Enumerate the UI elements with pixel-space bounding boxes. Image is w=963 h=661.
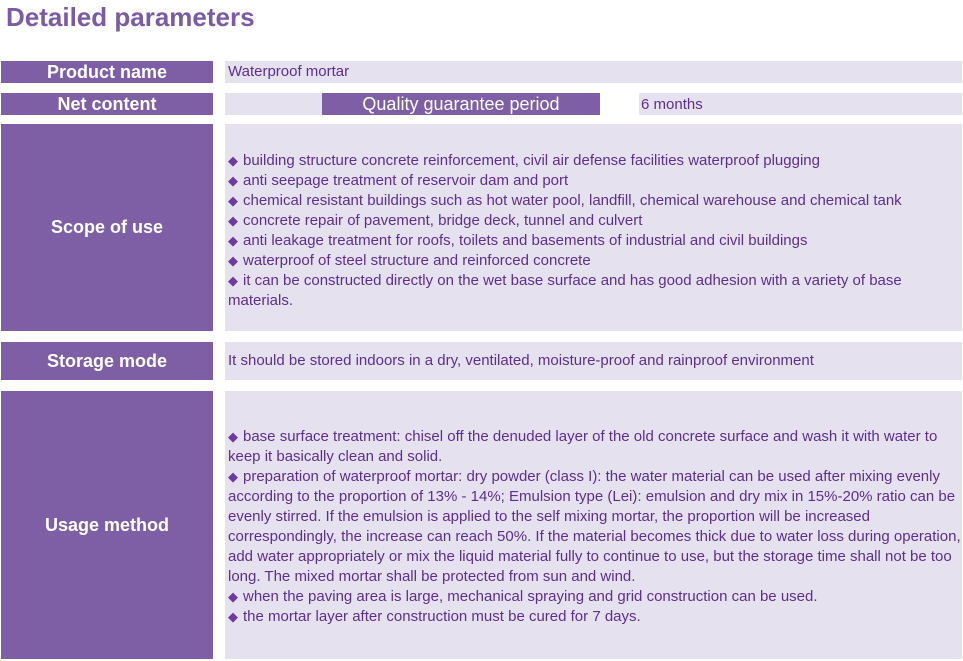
label-scope-of-use: Scope of use	[1, 124, 213, 331]
scope-item: ◆ it can be constructed directly on the wet base surface and has good adhesion with a variety of base materials.	[228, 272, 902, 309]
label-product-name: Product name	[1, 61, 213, 83]
usage-item: ◆ when the paving area is large, mechanical spraying and grid construction can be used.	[228, 588, 818, 605]
diamond-bullet-icon: ◆	[228, 609, 238, 624]
diamond-bullet-icon: ◆	[228, 429, 238, 444]
usage-item: ◆ preparation of waterproof mortar: dry powder (class I): the water material can be used after mixing evenly according to the proportion of 13% - 14%; Emulsion type (Lei): emulsion and dry mix in 15%-20% ratio can be evenly stirred. If the emulsion is applied to the self mixing mortar, the proportion will be increased correspondingly, the increase can reach 50%. If the material becomes thick due to water loss during operation, add water appropriately or mix the liquid material fully to continue to use, but the storage time shall not be too long. The mixed mortar shall be protected from sun and wind.	[228, 468, 961, 585]
diamond-bullet-icon: ◆	[228, 253, 238, 268]
diamond-bullet-icon: ◆	[228, 153, 238, 168]
diamond-bullet-icon: ◆	[228, 193, 238, 208]
usage-item: ◆ the mortar layer after construction must be cured for 7 days.	[228, 608, 641, 625]
page-title: Detailed parameters	[6, 2, 255, 32]
label-storage-mode: Storage mode	[1, 342, 213, 380]
scope-item: ◆ anti seepage treatment of reservoir dam and port	[228, 172, 569, 189]
diamond-bullet-icon: ◆	[228, 589, 238, 604]
value-quality-guarantee-period: 6 months	[639, 93, 962, 115]
value-net-content	[225, 93, 322, 115]
label-quality-guarantee-period: Quality guarantee period	[322, 93, 600, 115]
diamond-bullet-icon: ◆	[228, 469, 238, 484]
scope-item: ◆ waterproof of steel structure and reinforced concrete	[228, 252, 591, 269]
value-usage-method	[225, 391, 962, 659]
value-scope-of-use	[225, 124, 962, 331]
label-usage-method: Usage method	[1, 391, 213, 659]
diamond-bullet-icon: ◆	[228, 213, 238, 228]
diamond-bullet-icon: ◆	[228, 173, 238, 188]
scope-item: ◆ chemical resistant buildings such as hot water pool, landfill, chemical warehouse and chemical tank	[228, 192, 902, 209]
scope-item: ◆ concrete repair of pavement, bridge deck, tunnel and culvert	[228, 212, 643, 229]
scope-item: ◆ building structure concrete reinforcement, civil air defense facilities waterproof plugging	[228, 152, 820, 169]
diamond-bullet-icon: ◆	[228, 233, 238, 248]
value-product-name: Waterproof mortar	[225, 61, 962, 83]
label-net-content: Net content	[1, 93, 213, 115]
value-storage-mode: It should be stored indoors in a dry, ventilated, moisture-proof and rainproof environment	[225, 342, 962, 380]
scope-item: ◆ anti leakage treatment for roofs, toilets and basements of industrial and civil buildings	[228, 232, 808, 249]
diamond-bullet-icon: ◆	[228, 273, 238, 288]
usage-item: ◆ base surface treatment: chisel off the denuded layer of the old concrete surface and wash it with water to keep it basically clean and solid.	[228, 428, 938, 465]
